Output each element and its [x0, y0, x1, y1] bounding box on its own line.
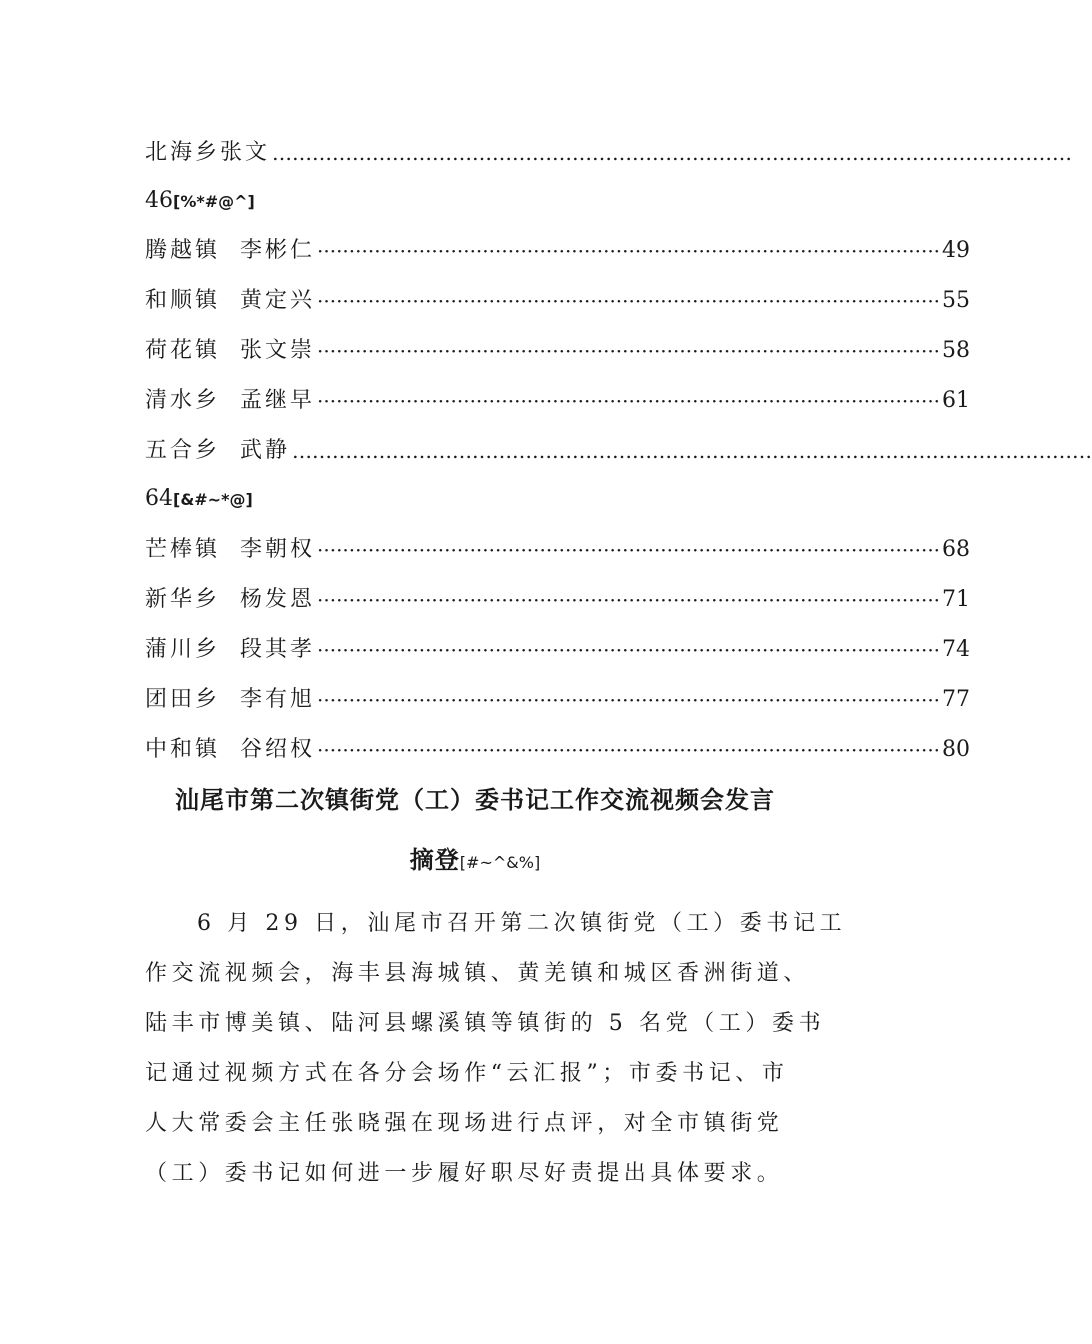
- title-marker: [#~^&%]: [459, 853, 541, 872]
- toc-page-number: 71: [942, 587, 971, 612]
- toc-entry-beihai-page: [145, 186, 255, 217]
- toc-page-number: 80: [942, 737, 971, 762]
- toc-entry-label: 团田乡 李有旭: [145, 687, 315, 712]
- toc-entry-label: 荷花镇 张文崇: [145, 338, 315, 363]
- toc-entry-xinhua[interactable]: [145, 583, 971, 615]
- toc-entry-puchuan[interactable]: [145, 633, 971, 665]
- toc-entry-mangbang[interactable]: [145, 533, 971, 565]
- toc-entry-tengyue[interactable]: [145, 234, 971, 266]
- body-line: 记通过视频方式在各分会场作“云汇报”；市委书记、市: [145, 1061, 789, 1086]
- toc-leader-dots: ··································································································: [317, 389, 941, 413]
- article-body: [145, 899, 847, 1199]
- toc-page-number: 77: [942, 687, 971, 712]
- toc-leader-dots: …………………………………………………………………………………………………………: [272, 141, 1073, 165]
- toc-leader-dots: ··································································································: [317, 738, 941, 762]
- body-line: 6 月 29 日，汕尾市召开第二次镇街党（工）委书记工: [197, 911, 847, 936]
- toc-page-number: 49: [942, 238, 971, 263]
- toc-entry-heshun[interactable]: [145, 284, 971, 316]
- toc-page-number: 61: [942, 388, 971, 413]
- toc-leader-dots: …………………………………………………………………………………………………………: [292, 439, 1092, 463]
- toc-page-number: 74: [942, 637, 971, 662]
- toc-leader-dots: ··································································································: [317, 588, 941, 612]
- toc-leader-dots: ··································································································: [317, 688, 941, 712]
- toc-entry-wuhe[interactable]: [145, 434, 1092, 466]
- toc-entry-label: 蒲川乡 段其孝: [145, 637, 315, 662]
- article-title-line2: [0, 843, 950, 880]
- toc-page-number: 68: [942, 537, 971, 562]
- toc-entry-label: 中和镇 谷绍权: [145, 737, 315, 762]
- toc-entry-zhonghe[interactable]: [145, 733, 971, 765]
- toc-entry-wuhe-page: [145, 484, 253, 515]
- toc-entry-label: 五合乡 武静: [145, 438, 290, 463]
- toc-marker: [%*#@^]: [173, 192, 255, 211]
- toc-entry-label: 新华乡 杨发恩: [145, 587, 315, 612]
- toc-leader-dots: ··································································································: [317, 339, 941, 363]
- body-line: 作交流视频会，海丰县海城镇、黄羌镇和城区香洲街道、: [145, 961, 811, 986]
- toc-entry-label: 清水乡 孟继早: [145, 388, 315, 413]
- article-title-text: 摘登: [409, 846, 460, 874]
- toc-entry-tuantian[interactable]: [145, 683, 971, 715]
- toc-entry-label: 和顺镇 黄定兴: [145, 288, 315, 313]
- toc-page-number: 55: [942, 288, 971, 313]
- toc-page-number: 58: [942, 338, 971, 363]
- article-title-line1: [0, 783, 950, 817]
- toc-entry-hehua[interactable]: [145, 334, 971, 366]
- toc-marker: [&#~*@]: [173, 490, 253, 509]
- toc-entry-label: 北海乡张文: [145, 140, 271, 165]
- toc-entry-beihai[interactable]: [145, 136, 1073, 168]
- toc-leader-dots: ··································································································: [317, 538, 941, 562]
- body-line: 陆丰市博美镇、陆河县螺溪镇等镇街的 5 名党（工）委书: [145, 1011, 826, 1036]
- toc-leader-dots: ··································································································: [317, 239, 941, 263]
- toc-leader-dots: ··································································································: [317, 289, 941, 313]
- body-line: （工）委书记如何进一步履好职尽好责提出具体要求。: [145, 1161, 784, 1186]
- toc-entry-qingshui[interactable]: [145, 384, 971, 416]
- toc-entry-label: 腾越镇 李彬仁: [145, 238, 315, 263]
- toc-page-number: 64: [145, 486, 173, 511]
- body-line: 人大常委会主任张晓强在现场进行点评，对全市镇街党: [145, 1111, 784, 1136]
- toc-leader-dots: ··································································································: [317, 638, 941, 662]
- toc-page-number: 46: [145, 188, 173, 213]
- toc-entry-label: 芒棒镇 李朝权: [145, 537, 315, 562]
- article-title-text: 汕尾市第二次镇街党（工）委书记工作交流视频会发言: [175, 786, 775, 814]
